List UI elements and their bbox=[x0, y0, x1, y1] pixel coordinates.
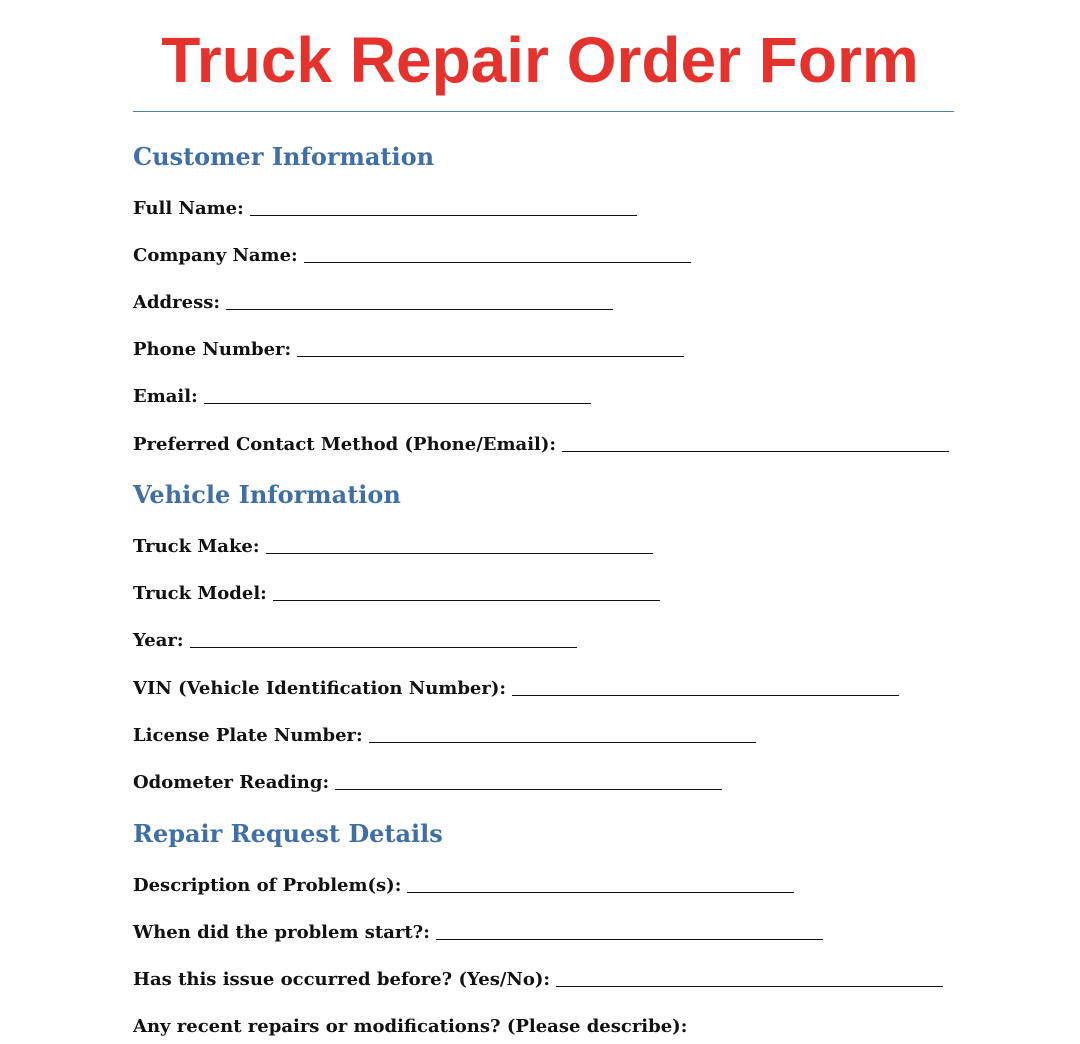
field-label: Address: bbox=[133, 292, 220, 313]
field-license-plate-number bbox=[133, 725, 756, 747]
field-label: Phone Number: bbox=[133, 339, 292, 360]
field-year bbox=[133, 630, 577, 652]
field-label: Company Name: bbox=[133, 245, 298, 266]
fill-in-line[interactable] bbox=[436, 939, 823, 940]
fill-in-line[interactable] bbox=[226, 309, 613, 310]
field-label: Full Name: bbox=[133, 198, 244, 219]
fill-in-line[interactable] bbox=[369, 742, 756, 743]
section-heading-repair: Repair Request Details bbox=[133, 819, 443, 848]
field-label: Truck Model: bbox=[133, 583, 267, 604]
title-divider bbox=[133, 111, 954, 112]
field-occurred-before bbox=[133, 969, 943, 991]
field-address bbox=[133, 292, 613, 314]
field-phone-number bbox=[133, 339, 684, 361]
field-label: Any recent repairs or modifications? (Please describe): bbox=[133, 1016, 688, 1037]
fill-in-line[interactable] bbox=[304, 262, 691, 263]
fill-in-line[interactable] bbox=[204, 403, 591, 404]
fill-in-line[interactable] bbox=[512, 695, 899, 696]
form-title: Truck Repair Order Form bbox=[161, 24, 919, 96]
field-truck-model bbox=[133, 583, 660, 605]
field-email bbox=[133, 386, 591, 408]
fill-in-line[interactable] bbox=[250, 215, 637, 216]
field-odometer-reading bbox=[133, 772, 722, 794]
section-heading-customer: Customer Information bbox=[133, 142, 435, 171]
field-label: Has this issue occurred before? (Yes/No): bbox=[133, 969, 551, 990]
field-label: Preferred Contact Method (Phone/Email): bbox=[133, 434, 557, 455]
fill-in-line[interactable] bbox=[297, 356, 684, 357]
field-recent-repairs bbox=[133, 1016, 687, 1038]
field-label: Year: bbox=[133, 630, 184, 651]
fill-in-line[interactable] bbox=[407, 892, 794, 893]
field-truck-make bbox=[133, 536, 653, 558]
fill-in-line[interactable] bbox=[556, 986, 943, 987]
field-label: Description of Problem(s): bbox=[133, 875, 402, 896]
field-label: License Plate Number: bbox=[133, 725, 363, 746]
field-label: VIN (Vehicle Identification Number): bbox=[133, 678, 507, 699]
section-heading-vehicle: Vehicle Information bbox=[133, 480, 401, 509]
fill-in-line[interactable] bbox=[335, 789, 722, 790]
field-full-name bbox=[133, 198, 637, 220]
fill-in-line[interactable] bbox=[190, 647, 577, 648]
field-description-of-problems bbox=[133, 875, 794, 897]
fill-in-line[interactable] bbox=[273, 600, 660, 601]
field-label: When did the problem start?: bbox=[133, 922, 430, 943]
field-label: Email: bbox=[133, 386, 198, 407]
field-label: Odometer Reading: bbox=[133, 772, 330, 793]
field-company-name bbox=[133, 245, 691, 267]
fill-in-line[interactable] bbox=[266, 553, 653, 554]
field-vin bbox=[133, 678, 899, 700]
field-preferred-contact-method bbox=[133, 434, 949, 456]
field-label: Truck Make: bbox=[133, 536, 260, 557]
field-problem-start bbox=[133, 922, 823, 944]
fill-in-line[interactable] bbox=[562, 451, 949, 452]
